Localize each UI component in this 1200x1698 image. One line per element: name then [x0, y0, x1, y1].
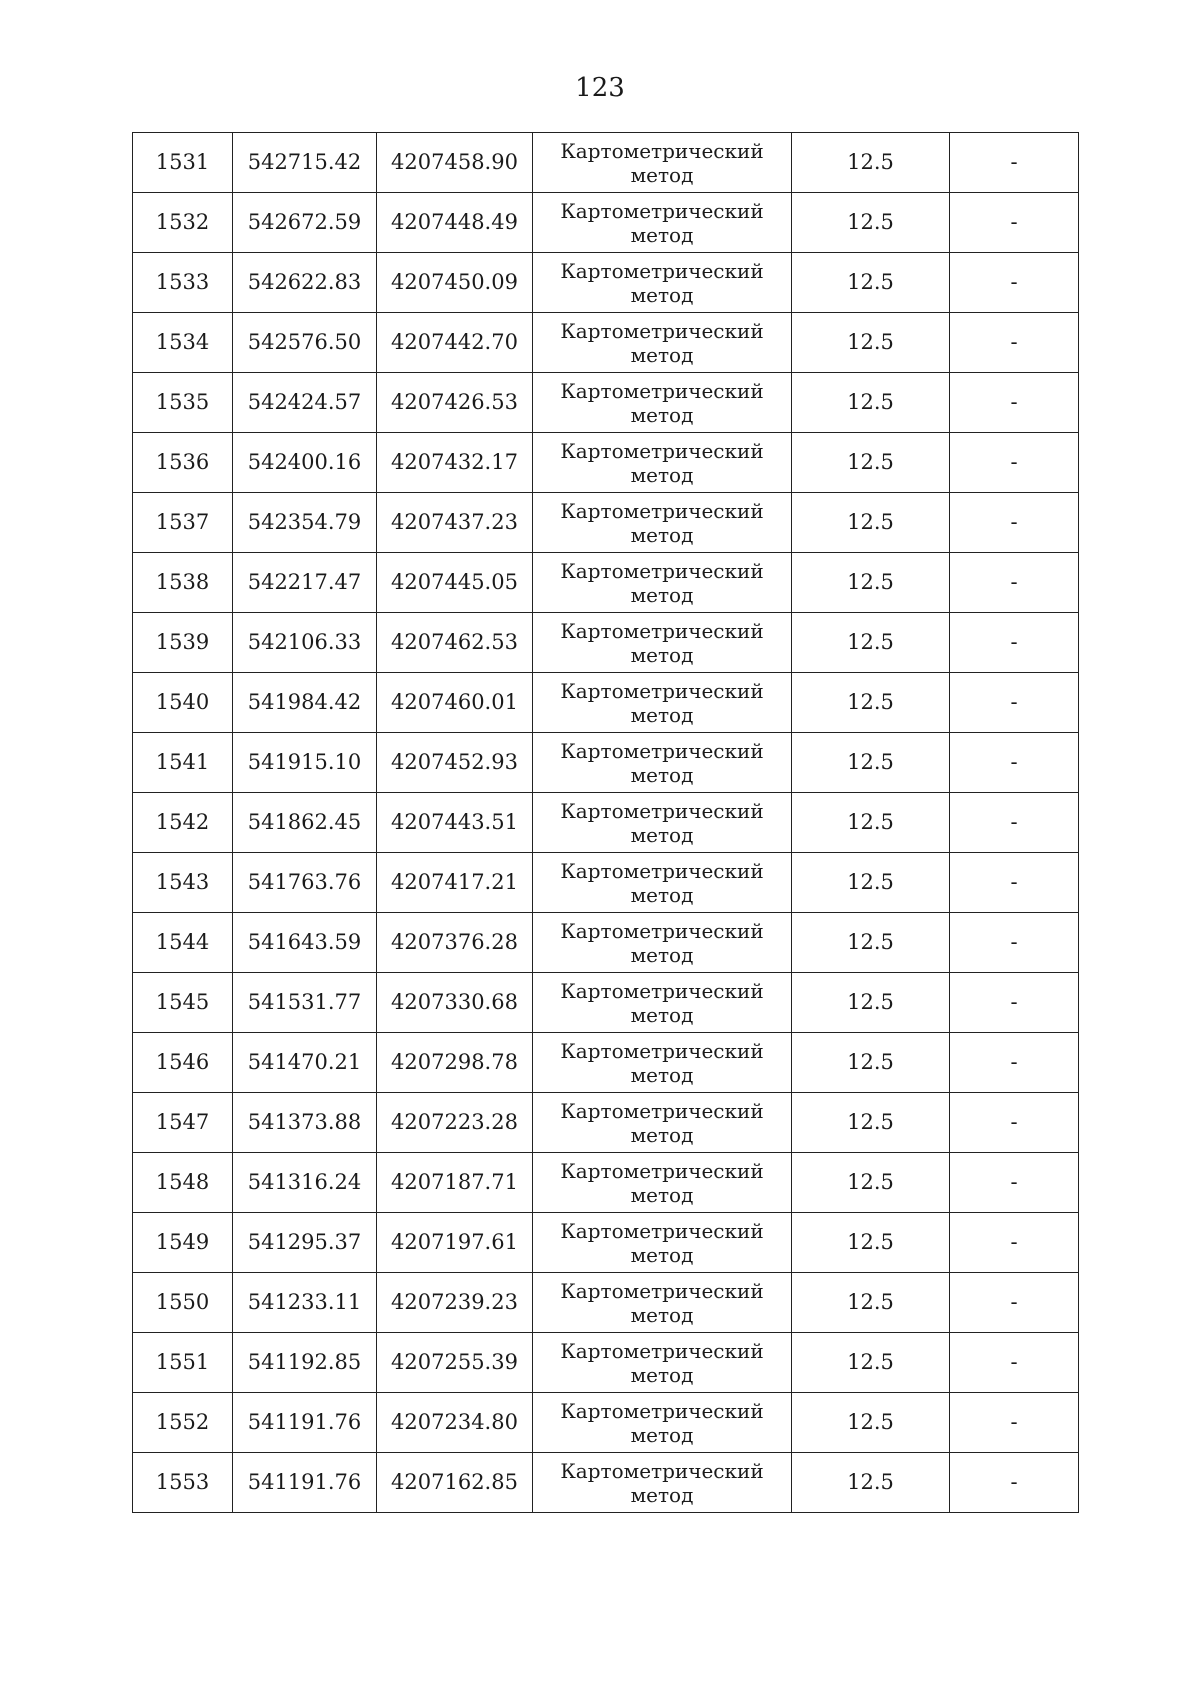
method-line-1: Картометрический: [560, 198, 764, 223]
point-number-cell: 1550: [133, 1273, 233, 1333]
extra-cell: -: [950, 193, 1079, 253]
accuracy-cell: 12.5: [792, 1213, 950, 1273]
extra-cell: -: [950, 853, 1079, 913]
y-coordinate-cell: 4207298.78: [377, 1033, 533, 1093]
method-line-1: Картометрический: [560, 1338, 764, 1363]
point-number-cell: 1542: [133, 793, 233, 853]
x-coordinate-cell: 541373.88: [233, 1093, 377, 1153]
extra-cell: -: [950, 493, 1079, 553]
method-line-2: метод: [630, 822, 694, 847]
point-number-cell: 1552: [133, 1393, 233, 1453]
accuracy-cell: 12.5: [792, 253, 950, 313]
method-line-1: Картометрический: [560, 438, 764, 463]
accuracy-cell: 12.5: [792, 973, 950, 1033]
extra-cell: -: [950, 1033, 1079, 1093]
extra-cell: -: [950, 973, 1079, 1033]
table-row: [133, 913, 1079, 973]
method-cell: [533, 853, 792, 913]
accuracy-cell: 12.5: [792, 1093, 950, 1153]
method-cell: [533, 613, 792, 673]
y-coordinate-cell: 4207376.28: [377, 913, 533, 973]
accuracy-cell: 12.5: [792, 433, 950, 493]
x-coordinate-cell: 541915.10: [233, 733, 377, 793]
method-line-2: метод: [630, 1182, 694, 1207]
accuracy-cell: 12.5: [792, 313, 950, 373]
method-line-2: метод: [630, 342, 694, 367]
x-coordinate-cell: 541191.76: [233, 1393, 377, 1453]
method-cell: [533, 673, 792, 733]
table-row: [133, 1033, 1079, 1093]
method-line-1: Картометрический: [560, 138, 764, 163]
y-coordinate-cell: 4207187.71: [377, 1153, 533, 1213]
table-row: [133, 1453, 1079, 1513]
y-coordinate-cell: 4207445.05: [377, 553, 533, 613]
method-line-2: метод: [630, 282, 694, 307]
extra-cell: -: [950, 373, 1079, 433]
table-row: [133, 1093, 1079, 1153]
y-coordinate-cell: 4207417.21: [377, 853, 533, 913]
table-row: [133, 1213, 1079, 1273]
accuracy-cell: 12.5: [792, 493, 950, 553]
x-coordinate-cell: 542672.59: [233, 193, 377, 253]
method-line-2: метод: [630, 582, 694, 607]
extra-cell: -: [950, 1393, 1079, 1453]
y-coordinate-cell: 4207239.23: [377, 1273, 533, 1333]
x-coordinate-cell: 541531.77: [233, 973, 377, 1033]
x-coordinate-cell: 541192.85: [233, 1333, 377, 1393]
method-line-2: метод: [630, 1002, 694, 1027]
accuracy-cell: 12.5: [792, 853, 950, 913]
accuracy-cell: 12.5: [792, 613, 950, 673]
x-coordinate-cell: 541316.24: [233, 1153, 377, 1213]
x-coordinate-cell: 542715.42: [233, 133, 377, 193]
table-row: [133, 133, 1079, 193]
extra-cell: -: [950, 1093, 1079, 1153]
extra-cell: -: [950, 913, 1079, 973]
y-coordinate-cell: 4207442.70: [377, 313, 533, 373]
point-number-cell: 1535: [133, 373, 233, 433]
y-coordinate-cell: 4207234.80: [377, 1393, 533, 1453]
extra-cell: -: [950, 673, 1079, 733]
extra-cell: -: [950, 313, 1079, 373]
method-cell: [533, 1033, 792, 1093]
method-line-2: метод: [630, 462, 694, 487]
x-coordinate-cell: 541763.76: [233, 853, 377, 913]
method-cell: [533, 553, 792, 613]
x-coordinate-cell: 541643.59: [233, 913, 377, 973]
method-cell: [533, 1153, 792, 1213]
y-coordinate-cell: 4207223.28: [377, 1093, 533, 1153]
method-line-1: Картометрический: [560, 378, 764, 403]
extra-cell: -: [950, 793, 1079, 853]
point-number-cell: 1536: [133, 433, 233, 493]
x-coordinate-cell: 541191.76: [233, 1453, 377, 1513]
method-line-2: метод: [630, 522, 694, 547]
method-line-2: метод: [630, 942, 694, 967]
method-cell: [533, 793, 792, 853]
coordinates-table: [132, 132, 1079, 1513]
point-number-cell: 1538: [133, 553, 233, 613]
method-cell: [533, 1273, 792, 1333]
y-coordinate-cell: 4207437.23: [377, 493, 533, 553]
method-line-1: Картометрический: [560, 318, 764, 343]
point-number-cell: 1533: [133, 253, 233, 313]
point-number-cell: 1531: [133, 133, 233, 193]
x-coordinate-cell: 541233.11: [233, 1273, 377, 1333]
point-number-cell: 1551: [133, 1333, 233, 1393]
method-cell: [533, 973, 792, 1033]
point-number-cell: 1553: [133, 1453, 233, 1513]
table-row: [133, 313, 1079, 373]
method-line-1: Картометрический: [560, 798, 764, 823]
y-coordinate-cell: 4207450.09: [377, 253, 533, 313]
table-row: [133, 1273, 1079, 1333]
method-line-1: Картометрический: [560, 618, 764, 643]
method-cell: [533, 493, 792, 553]
table-row: [133, 253, 1079, 313]
accuracy-cell: 12.5: [792, 193, 950, 253]
x-coordinate-cell: 541984.42: [233, 673, 377, 733]
accuracy-cell: 12.5: [792, 553, 950, 613]
extra-cell: -: [950, 1333, 1079, 1393]
method-line-1: Картометрический: [560, 1398, 764, 1423]
accuracy-cell: 12.5: [792, 1153, 950, 1213]
x-coordinate-cell: 542622.83: [233, 253, 377, 313]
method-cell: [533, 1453, 792, 1513]
point-number-cell: 1547: [133, 1093, 233, 1153]
accuracy-cell: 12.5: [792, 1393, 950, 1453]
x-coordinate-cell: 542106.33: [233, 613, 377, 673]
table-row: [133, 373, 1079, 433]
table-row: [133, 793, 1079, 853]
method-cell: [533, 313, 792, 373]
method-line-2: метод: [630, 642, 694, 667]
method-line-1: Картометрический: [560, 1038, 764, 1063]
x-coordinate-cell: 542354.79: [233, 493, 377, 553]
table-row: [133, 733, 1079, 793]
y-coordinate-cell: 4207162.85: [377, 1453, 533, 1513]
x-coordinate-cell: 542576.50: [233, 313, 377, 373]
method-line-2: метод: [630, 762, 694, 787]
point-number-cell: 1546: [133, 1033, 233, 1093]
table-row: [133, 853, 1079, 913]
method-line-2: метод: [630, 1482, 694, 1507]
method-line-2: метод: [630, 222, 694, 247]
accuracy-cell: 12.5: [792, 1273, 950, 1333]
method-line-1: Картометрический: [560, 1278, 764, 1303]
method-line-1: Картометрический: [560, 558, 764, 583]
method-line-2: метод: [630, 1362, 694, 1387]
accuracy-cell: 12.5: [792, 913, 950, 973]
method-line-1: Картометрический: [560, 858, 764, 883]
method-line-1: Картометрический: [560, 978, 764, 1003]
y-coordinate-cell: 4207432.17: [377, 433, 533, 493]
method-cell: [533, 1333, 792, 1393]
method-line-1: Картометрический: [560, 1098, 764, 1123]
y-coordinate-cell: 4207197.61: [377, 1213, 533, 1273]
y-coordinate-cell: 4207460.01: [377, 673, 533, 733]
method-cell: [533, 433, 792, 493]
extra-cell: -: [950, 133, 1079, 193]
point-number-cell: 1541: [133, 733, 233, 793]
extra-cell: -: [950, 433, 1079, 493]
point-number-cell: 1537: [133, 493, 233, 553]
table-row: [133, 973, 1079, 1033]
extra-cell: -: [950, 253, 1079, 313]
table-row: [133, 1333, 1079, 1393]
x-coordinate-cell: 541862.45: [233, 793, 377, 853]
method-cell: [533, 1213, 792, 1273]
method-line-2: метод: [630, 1242, 694, 1267]
method-line-1: Картометрический: [560, 738, 764, 763]
y-coordinate-cell: 4207426.53: [377, 373, 533, 433]
method-line-2: метод: [630, 882, 694, 907]
extra-cell: -: [950, 1153, 1079, 1213]
method-cell: [533, 913, 792, 973]
point-number-cell: 1532: [133, 193, 233, 253]
point-number-cell: 1543: [133, 853, 233, 913]
method-line-2: метод: [630, 1062, 694, 1087]
accuracy-cell: 12.5: [792, 1333, 950, 1393]
table-row: [133, 433, 1079, 493]
x-coordinate-cell: 542217.47: [233, 553, 377, 613]
method-line-1: Картометрический: [560, 918, 764, 943]
method-line-2: метод: [630, 702, 694, 727]
method-line-2: метод: [630, 1422, 694, 1447]
y-coordinate-cell: 4207443.51: [377, 793, 533, 853]
extra-cell: -: [950, 553, 1079, 613]
method-line-1: Картометрический: [560, 498, 764, 523]
extra-cell: -: [950, 613, 1079, 673]
method-cell: [533, 373, 792, 433]
method-line-2: метод: [630, 1122, 694, 1147]
point-number-cell: 1549: [133, 1213, 233, 1273]
y-coordinate-cell: 4207330.68: [377, 973, 533, 1033]
y-coordinate-cell: 4207458.90: [377, 133, 533, 193]
table-row: [133, 553, 1079, 613]
y-coordinate-cell: 4207452.93: [377, 733, 533, 793]
accuracy-cell: 12.5: [792, 1453, 950, 1513]
x-coordinate-cell: 541295.37: [233, 1213, 377, 1273]
y-coordinate-cell: 4207448.49: [377, 193, 533, 253]
table-row: [133, 193, 1079, 253]
method-line-1: Картометрический: [560, 258, 764, 283]
extra-cell: -: [950, 1273, 1079, 1333]
method-line-2: метод: [630, 402, 694, 427]
accuracy-cell: 12.5: [792, 793, 950, 853]
point-number-cell: 1548: [133, 1153, 233, 1213]
x-coordinate-cell: 541470.21: [233, 1033, 377, 1093]
table-row: [133, 493, 1079, 553]
point-number-cell: 1534: [133, 313, 233, 373]
coordinates-table-body: [133, 133, 1079, 1513]
method-line-1: Картометрический: [560, 1158, 764, 1183]
table-row: [133, 613, 1079, 673]
y-coordinate-cell: 4207462.53: [377, 613, 533, 673]
extra-cell: -: [950, 1453, 1079, 1513]
extra-cell: -: [950, 1213, 1079, 1273]
method-cell: [533, 1093, 792, 1153]
method-line-1: Картометрический: [560, 678, 764, 703]
method-line-1: Картометрический: [560, 1218, 764, 1243]
page-number: 123: [575, 73, 625, 103]
point-number-cell: 1539: [133, 613, 233, 673]
table-row: [133, 1393, 1079, 1453]
method-cell: [533, 133, 792, 193]
method-cell: [533, 1393, 792, 1453]
accuracy-cell: 12.5: [792, 733, 950, 793]
method-cell: [533, 733, 792, 793]
table-row: [133, 673, 1079, 733]
accuracy-cell: 12.5: [792, 1033, 950, 1093]
accuracy-cell: 12.5: [792, 133, 950, 193]
method-line-1: Картометрический: [560, 1458, 764, 1483]
table-row: [133, 1153, 1079, 1213]
method-cell: [533, 193, 792, 253]
extra-cell: -: [950, 733, 1079, 793]
method-line-2: метод: [630, 162, 694, 187]
x-coordinate-cell: 542424.57: [233, 373, 377, 433]
point-number-cell: 1544: [133, 913, 233, 973]
method-cell: [533, 253, 792, 313]
accuracy-cell: 12.5: [792, 373, 950, 433]
y-coordinate-cell: 4207255.39: [377, 1333, 533, 1393]
point-number-cell: 1540: [133, 673, 233, 733]
accuracy-cell: 12.5: [792, 673, 950, 733]
point-number-cell: 1545: [133, 973, 233, 1033]
x-coordinate-cell: 542400.16: [233, 433, 377, 493]
method-line-2: метод: [630, 1302, 694, 1327]
